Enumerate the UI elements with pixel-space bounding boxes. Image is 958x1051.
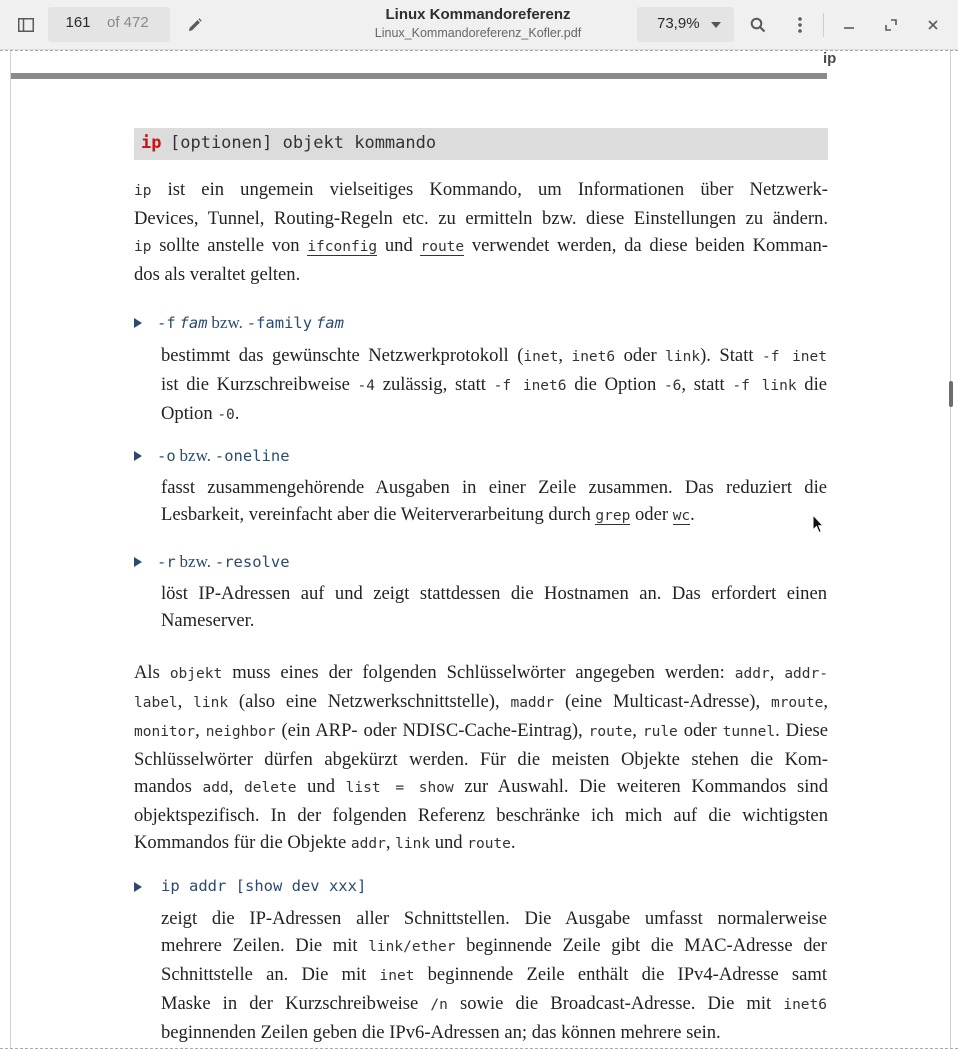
bullet-triangle-icon (134, 882, 142, 892)
inline-code: inet6 (571, 349, 616, 365)
option-flag: -family (246, 314, 313, 332)
document-viewer[interactable] (0, 50, 958, 1051)
text-span: mandos (134, 776, 192, 797)
search-icon[interactable] (742, 9, 774, 41)
inline-code: inet (523, 349, 559, 365)
option-addr-description (161, 905, 827, 1046)
annotate-pencil-icon[interactable] (179, 9, 211, 41)
toolbar-divider (823, 13, 824, 37)
syntax-command: ip (141, 133, 162, 153)
text-line (161, 961, 827, 990)
ifconfig-link[interactable]: ifconfig (307, 239, 378, 255)
option-command: ip addr [show dev xxx] (161, 877, 367, 895)
header-rule (11, 73, 827, 79)
option-flag: -oneline (214, 447, 290, 465)
inline-code: inet (379, 968, 415, 984)
text-line: fasst zusammengehörende Ausgaben in einer Zeile zusammen. Das reduziert die (161, 477, 827, 498)
text-line: löst IP-Adressen auf und zeigt stattdessen die Hostnamen an. Das erfordert einen (161, 583, 827, 604)
text-line (161, 371, 827, 400)
option-flag: -f (157, 314, 176, 332)
text-span: bzw. (211, 313, 243, 332)
text-span: beginnende Zeile enthält die IPv4-Adresse samt (427, 964, 828, 985)
inline-code: route (588, 724, 633, 740)
text-span: sollte anstelle von (159, 235, 300, 256)
document-title: Linux Kommandoreferenz (385, 6, 571, 23)
text-span: sowie die Broadcast-Adresse. Die mit (459, 993, 772, 1014)
inline-code: label (134, 695, 178, 711)
text-span: . (510, 832, 516, 853)
inline-code: /n (430, 997, 448, 1013)
text-line: Nameserver. (161, 610, 255, 631)
inline-code: route (467, 836, 511, 852)
text-line: Schlüsselwörter dürfen abgekürzt werden. Für die meisten Objekte stehen die Kom- (134, 749, 828, 770)
option-addr-heading (161, 877, 366, 896)
minimize-icon[interactable] (833, 9, 865, 41)
mouse-cursor-icon (812, 514, 824, 539)
inline-code: objekt (169, 666, 223, 682)
inline-code: ip (134, 239, 152, 255)
text-span: Maske in der Kurzschreibweise (161, 993, 419, 1014)
text-span: , (632, 720, 637, 741)
text-span: . (690, 504, 695, 525)
more-menu-icon[interactable] (784, 9, 816, 41)
text-span: (also eine Netzwerkschnittstelle), (238, 691, 500, 712)
page-total: of 472 (107, 14, 149, 31)
text-span: , (195, 720, 200, 741)
text-span: verwendet werden, da diese beiden Komman- (471, 235, 828, 256)
text-span: Kommandos für die Objekte (134, 832, 347, 853)
text-span: oder (683, 720, 717, 741)
inline-code: link (193, 695, 229, 711)
text-line: zeigt die IP-Adressen aller Schnittstellen. Die Ausgabe umfasst normalerweise (161, 908, 827, 929)
chevron-down-icon (711, 22, 721, 28)
text-line: objektspezifisch. In der folgenden Referenz beschränke ich mich auf die wichtigsten (134, 805, 828, 826)
inline-code: monitor (134, 724, 196, 740)
text-line (134, 773, 828, 802)
grep-link[interactable]: grep (595, 508, 631, 524)
zoom-level: 73,9% (657, 15, 700, 32)
option-resolve-heading (157, 552, 290, 572)
bullet-triangle-icon (134, 451, 142, 461)
text-span: , (228, 776, 234, 797)
text-span: Als (134, 662, 160, 683)
text-line: Devices, Tunnel, Routing-Regeln etc. zu ermitteln bzw. diese Einstellungen zu ändern. (134, 208, 828, 229)
text-span: zulässig, statt (382, 374, 486, 395)
inline-code: link/ether (368, 939, 456, 955)
text-span: oder (634, 504, 669, 525)
maximize-icon[interactable] (875, 9, 907, 41)
option-argument: fam (315, 314, 344, 332)
inline-code: tunnel (722, 724, 776, 740)
option-family-heading (157, 313, 344, 333)
text-span: muss eines der folgenden Schlüsselwörter angegeben werden: (232, 662, 725, 683)
page-number-input[interactable]: 161 (65, 14, 91, 31)
text-span: , statt (681, 374, 725, 395)
running-head: ip (823, 50, 837, 67)
text-line (134, 688, 828, 717)
inline-code: -f link (732, 378, 797, 394)
text-line (161, 932, 827, 961)
option-family-description (161, 342, 827, 429)
inline-code: addr (734, 666, 770, 682)
inline-code: rule (642, 724, 678, 740)
inline-code: -f inet6 (493, 378, 567, 394)
page-break-top (0, 50, 958, 51)
text-span: die Option (574, 374, 657, 395)
document-filename: Linux_Kommandoreferenz_Kofler.pdf (374, 26, 582, 40)
inline-code: maddr (510, 695, 555, 711)
inline-code: add (202, 780, 229, 796)
syntax-box (134, 128, 828, 160)
text-span: und (307, 776, 335, 797)
bullet-triangle-icon (134, 318, 142, 328)
text-span: mehrere Zeilen. Die mit (161, 935, 358, 956)
option-flag: -resolve (214, 553, 290, 571)
text-span: Schnittstelle an. Die mit (161, 964, 367, 985)
inline-code: addr (350, 836, 386, 852)
text-span: , (558, 345, 563, 366)
inline-code: delete (244, 780, 297, 796)
close-icon[interactable] (917, 9, 949, 41)
text-span: , (385, 832, 391, 853)
page-selector (48, 7, 170, 42)
inline-code: ip (134, 183, 152, 199)
inline-code: link (665, 349, 701, 365)
text-span: Lesbarkeit, vereinfacht aber die Weiterverarbeitung durch (161, 504, 591, 525)
pdf-page (10, 50, 951, 1049)
text-line (161, 990, 827, 1019)
inline-code: -0 (217, 407, 235, 423)
text-span: (eine Multicast-Adresse), (564, 691, 761, 712)
text-line (161, 501, 827, 530)
text-span: ). Statt (700, 345, 754, 366)
text-span: Option (161, 403, 213, 424)
syntax-arguments: [optionen] objekt kommando (170, 133, 437, 153)
inline-code: neighbor (205, 724, 276, 740)
text-span: und (434, 832, 463, 853)
inline-code: link (395, 836, 431, 852)
intro-paragraph (134, 176, 828, 288)
text-span: und (384, 235, 413, 256)
sidebar-toggle-icon[interactable] (10, 9, 42, 41)
scrollbar-thumb[interactable] (949, 381, 953, 407)
option-oneline-heading (157, 446, 290, 466)
text-span: , (823, 691, 829, 712)
inline-code: -f inet (762, 349, 827, 365)
toolbar (0, 0, 958, 50)
text-span: , (769, 662, 775, 683)
option-flag: -o (157, 447, 176, 465)
option-flag: -r (157, 553, 176, 571)
text-line (134, 829, 828, 858)
inline-code: -4 (357, 378, 376, 394)
text-span: oder (623, 345, 657, 366)
text-span: . Diese (775, 720, 828, 741)
text-line (134, 232, 828, 261)
route-link[interactable]: route (420, 239, 465, 255)
text-span: die (804, 374, 827, 395)
bullet-triangle-icon (134, 557, 142, 567)
text-line (134, 659, 828, 688)
page-break-bottom (0, 1048, 958, 1049)
option-argument: fam (179, 314, 208, 332)
text-line (161, 400, 827, 429)
text-line (161, 342, 827, 371)
text-line: beginnenden Zeilen geben die IPv6-Adressen an; das können mehrere sein. (161, 1022, 721, 1043)
text-span: bzw. (179, 552, 212, 571)
option-resolve-description (161, 580, 827, 634)
wc-link[interactable]: wc (672, 508, 691, 524)
text-span: , (177, 691, 183, 712)
inline-code: -6 (663, 378, 682, 394)
inline-code: mroute (770, 695, 824, 711)
text-span: zur Auswahl. Die weiteren Kommandos sind (464, 776, 829, 797)
text-span: . (234, 403, 240, 424)
inline-code: inet6 (783, 997, 827, 1013)
option-oneline-description (161, 474, 827, 530)
inline-code: list = show (345, 780, 454, 796)
text-span: ist die Kurzschreibweise (161, 374, 350, 395)
text-line: dos als veraltet gelten. (134, 264, 301, 285)
text-span: bestimmt das gewünschte Netzwerkprotokoll ( (161, 345, 524, 366)
zoom-dropdown[interactable] (637, 7, 734, 42)
objekt-paragraph (134, 659, 828, 858)
text-span: (ein ARP- oder NDISC-Cache-Eintrag), (281, 720, 583, 741)
text-line (134, 176, 828, 205)
text-span: bzw. (179, 446, 212, 465)
text-span: beginnende Zeile gibt die MAC-Adresse der (466, 935, 827, 956)
inline-code: addr- (784, 666, 828, 682)
text-span: ist ein ungemein vielseitiges Kommando, um Informationen über Netzwerk- (167, 179, 828, 200)
text-line (134, 717, 828, 746)
